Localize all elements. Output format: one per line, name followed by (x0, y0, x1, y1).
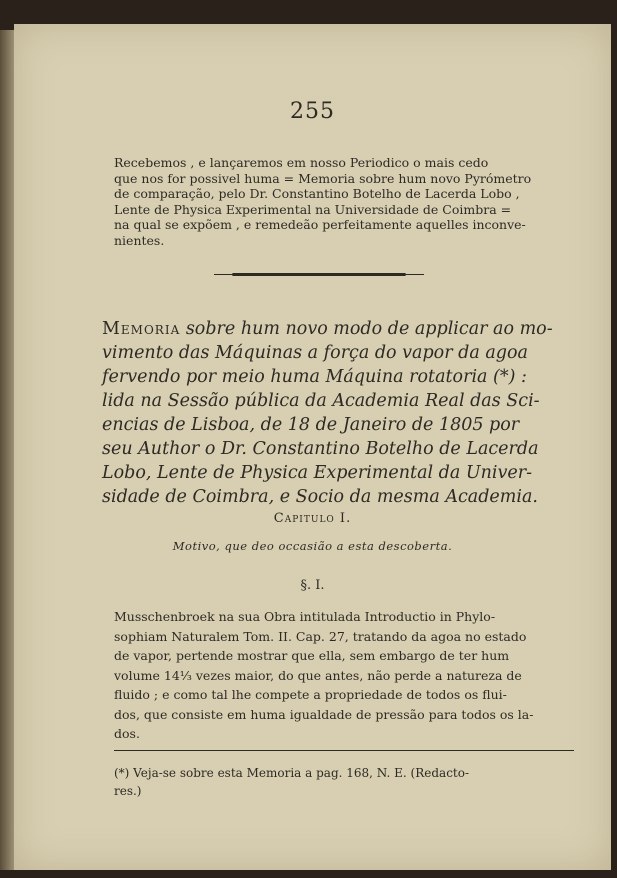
title-line: sidade de Coimbra, e Socio da mesma Academia. (102, 487, 538, 507)
text-line: nientes. (114, 232, 165, 248)
text-line: (*) Veja-se sobre esta Memoria a pag. 168, N. E. (Redacto- (114, 766, 470, 780)
title-line: vimento das Máquinas a força do vapor da agoa (102, 343, 528, 363)
footnote-rule (114, 750, 574, 751)
section-heading: §. I. (300, 578, 325, 593)
text-line: Recebemos , e lançaremos em nosso Periodico o mais cedo (114, 155, 489, 170)
title-line: Lobo, Lente de Physica Experimental da Univer- (102, 463, 532, 483)
text-line: Lente de Physica Experimental na Universidade de Coimbra = (114, 201, 512, 217)
text-line: de vapor, pertende mostrar que ella, sem embargo de ter hum (114, 648, 510, 663)
page-number: 255 (290, 99, 335, 124)
title-lead: Memoria (102, 319, 181, 339)
footnote (114, 764, 572, 800)
title-line: sobre hum novo modo de applicar ao mo- (180, 319, 553, 339)
text-line: dos, que consiste em huma igualdade de pressão para todos os la- (114, 706, 534, 722)
chapter-subtitle: Motivo, que deo occasião a esta descoberta. (172, 539, 453, 553)
text-line: de comparação, pelo Dr. Constantino Botelho de Lacerda Lobo , (114, 186, 520, 201)
chapter-heading: Capitulo I. (273, 511, 352, 526)
text-line: sophiam Naturalem Tom. II. Cap. 27, tratando da agoa no estado (114, 628, 527, 644)
body-paragraph (114, 607, 572, 744)
text-line: na qual se expõem , e remedeão perfeitamente aquelles inconve- (114, 217, 526, 232)
memoir-title (102, 317, 572, 509)
text-line: dos. (114, 726, 140, 741)
intro-paragraph (114, 155, 572, 248)
title-line: encias de Lisboa, de 18 de Janeiro de 1805 por (102, 415, 520, 435)
text-line: que nos for possivel huma = Memoria sobre hum novo Pyrómetro (114, 170, 532, 186)
text-line: Musschenbroek na sua Obra intitulada Introductio in Phylo- (114, 609, 496, 624)
text-line: res.) (114, 784, 142, 798)
title-line: seu Author o Dr. Constantino Botelho de Lacerda (102, 439, 539, 459)
title-line: fervendo por meio huma Máquina rotatoria (*) : (102, 367, 527, 387)
book-page (14, 24, 611, 870)
divider-ornament (214, 272, 424, 278)
text-line: volume 14⅓ vezes maior, do que antes, não perde a natureza de (114, 667, 522, 683)
title-line: lida na Sessão pública da Academia Real das Sci- (102, 391, 540, 411)
text-line: fluido ; e como tal lhe compete a propriedade de todos os flui- (114, 687, 507, 702)
